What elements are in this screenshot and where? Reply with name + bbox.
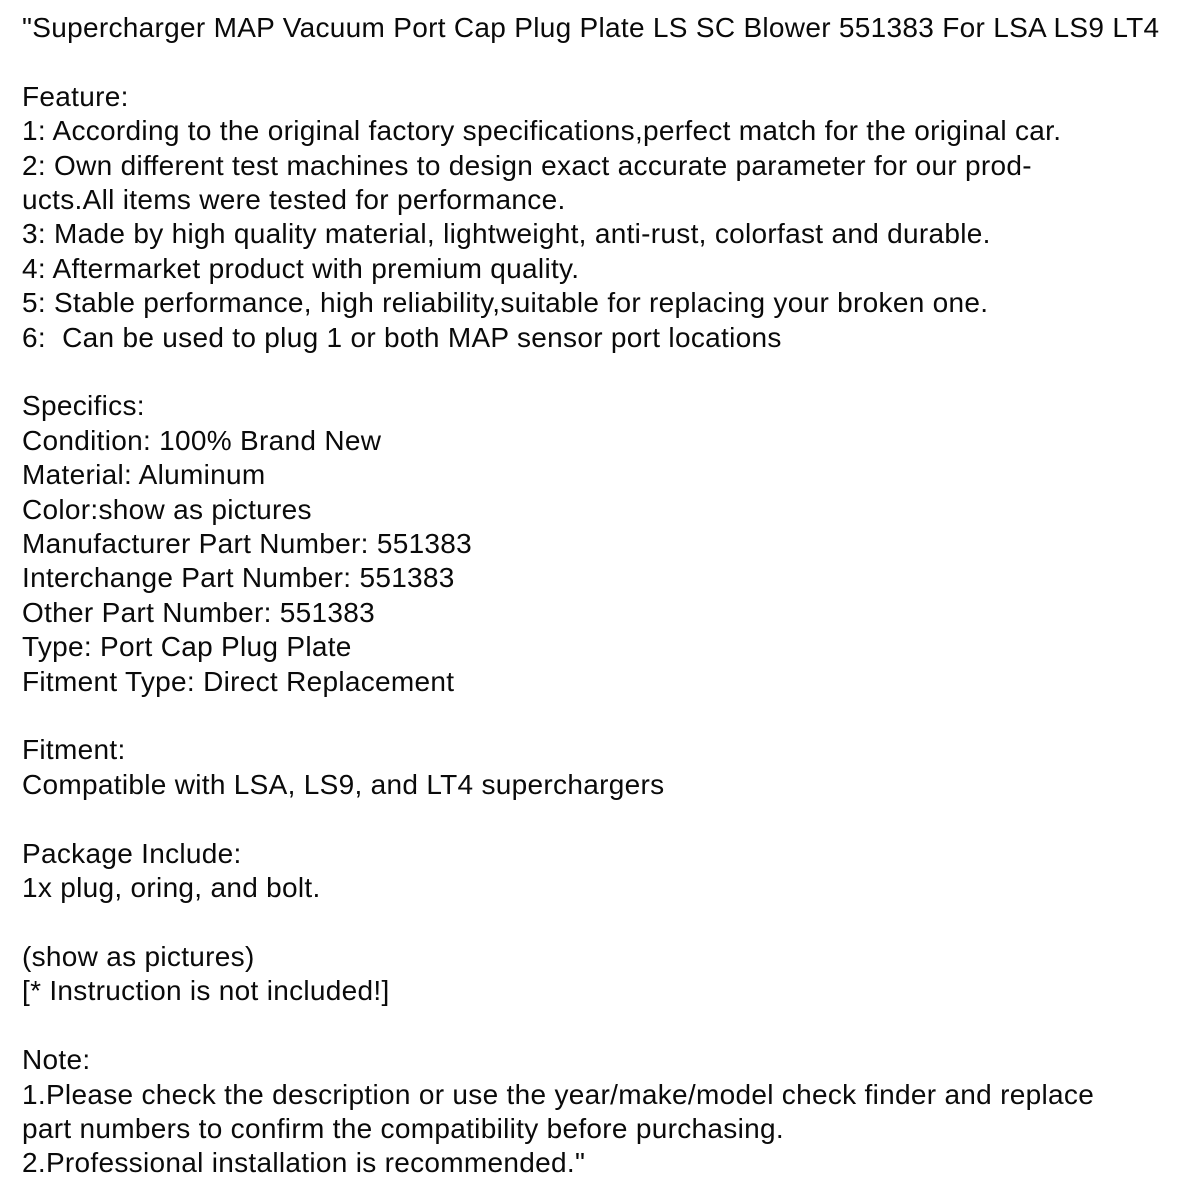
text-line: Note: — [22, 1044, 91, 1076]
section-specifics — [22, 389, 1194, 699]
text-line: Specifics: — [22, 390, 145, 422]
section-pictures-note — [22, 940, 1194, 1009]
text-line: Manufacturer Part Number: 551383 — [22, 528, 473, 560]
text-line: [* Instruction is not included!] — [22, 975, 390, 1007]
text-line: 5: Stable performance, high reliability,suitable for replacing your broken one. — [22, 287, 989, 319]
section-feature — [22, 80, 1194, 355]
text-line: Color:show as pictures — [22, 493, 312, 525]
text-line: Material: Aluminum — [22, 459, 266, 491]
text-line: 1: According to the original factory specifications,perfect match for the original car. — [22, 115, 1062, 147]
section-note — [22, 1043, 1194, 1181]
text-line: 2: Own different test machines to design exact accurate parameter for our prod- — [22, 149, 1032, 181]
text-line: ucts.All items were tested for performance. — [22, 184, 566, 216]
section-fitment — [22, 733, 1194, 802]
description-body — [22, 80, 1194, 1181]
text-line: Condition: 100% Brand New — [22, 424, 382, 456]
text-line: Type: Port Cap Plug Plate — [22, 631, 352, 663]
product-title: "Supercharger MAP Vacuum Port Cap Plug Plate LS SC Blower 551383 For LSA LS9 LT4 — [22, 12, 1160, 43]
text-line: Feature: — [22, 80, 129, 112]
text-line: 4: Aftermarket product with premium quality. — [22, 252, 580, 284]
text-line: Compatible with LSA, LS9, and LT4 superchargers — [22, 768, 665, 800]
text-line: part numbers to confirm the compatibility before purchasing. — [22, 1112, 784, 1144]
text-line: 6: Can be used to plug 1 or both MAP sensor port locations — [22, 321, 782, 353]
text-line: 1.Please check the description or use the year/make/model check finder and replace — [22, 1078, 1095, 1110]
section-package-include — [22, 837, 1194, 906]
text-line: Interchange Part Number: 551383 — [22, 562, 455, 594]
text-line: 3: Made by high quality material, lightweight, anti-rust, colorfast and durable. — [22, 218, 991, 250]
text-line: 1x plug, oring, and bolt. — [22, 872, 321, 904]
text-line: Other Part Number: 551383 — [22, 596, 376, 628]
text-line: Package Include: — [22, 837, 242, 869]
text-line: 2.Professional installation is recommended." — [22, 1147, 586, 1179]
text-line: Fitment: — [22, 734, 126, 766]
text-line: Fitment Type: Direct Replacement — [22, 665, 455, 697]
text-line: (show as pictures) — [22, 940, 255, 972]
